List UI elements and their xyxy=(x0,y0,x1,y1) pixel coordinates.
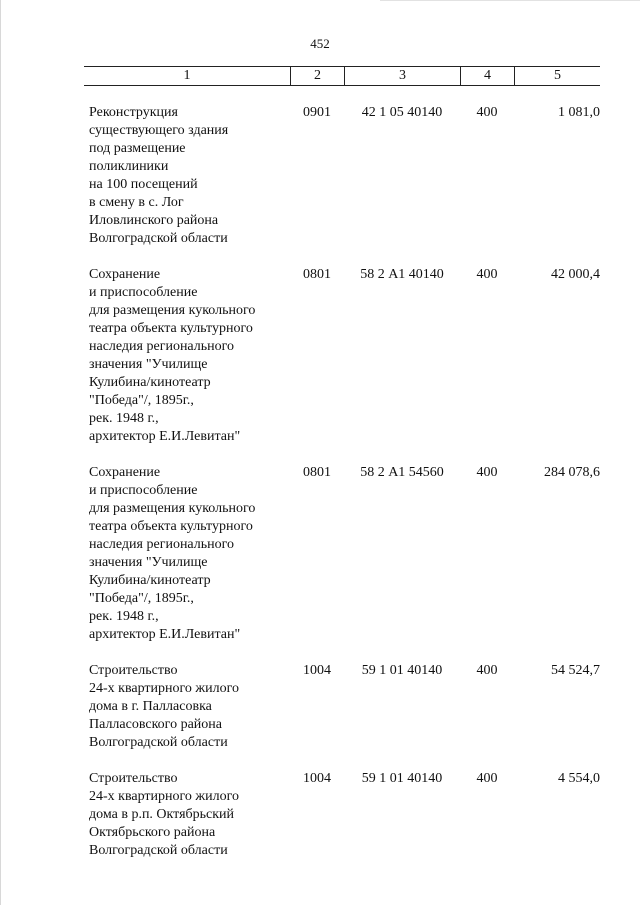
row-amount: 4 554,0 xyxy=(558,771,600,786)
row-section-code: 1004 xyxy=(303,771,331,786)
row-description: Реконструкция существующего здания под размещение поликлиники на 100 посещений в смену в с. Лог Иловлинского района Волгоградской области xyxy=(89,105,229,246)
row-description: Сохранение и приспособление для размещения кукольного театра объекта культурного наследия регионального значения "Училище Кулибина/кинотеатр "Победа"/, 1895г., рек. 1948 г., архитектор Е.И.Левитан" xyxy=(89,465,256,642)
row-amount: 54 524,7 xyxy=(551,663,600,678)
row-description: Строительство 24-х квартирного жилого дома в р.п. Октябрьский Октябрьского района Волгоградской области xyxy=(89,771,239,858)
scan-edge xyxy=(0,0,1,905)
row-target-article: 58 2 А1 54560 xyxy=(360,465,444,480)
table-row xyxy=(84,770,600,860)
row-section-code: 1004 xyxy=(303,663,331,678)
header-col-1: 1 xyxy=(183,68,191,83)
row-target-article: 59 1 01 40140 xyxy=(361,663,443,678)
row-section-code: 0801 xyxy=(303,465,331,480)
row-expense-type: 400 xyxy=(476,267,498,282)
table-row xyxy=(84,104,600,248)
header-col-4: 4 xyxy=(460,67,514,85)
table-row xyxy=(84,464,600,644)
row-target-article: 58 2 А1 40140 xyxy=(360,267,444,282)
row-amount: 42 000,4 xyxy=(551,267,600,282)
row-expense-type: 400 xyxy=(476,105,498,120)
row-section-code: 0801 xyxy=(303,267,331,282)
table-row xyxy=(84,662,600,752)
row-description: Строительство 24-х квартирного жилого дома в г. Палласовка Палласовского района Волгоградской области xyxy=(89,663,239,750)
row-amount: 284 078,6 xyxy=(544,465,600,480)
table-row xyxy=(84,266,600,446)
row-expense-type: 400 xyxy=(476,771,498,786)
header-col-2: 2 xyxy=(290,67,344,85)
header-col-3: 3 xyxy=(344,67,460,85)
row-expense-type: 400 xyxy=(476,663,498,678)
row-section-code: 0901 xyxy=(303,105,331,120)
row-amount: 1 081,0 xyxy=(558,105,600,120)
scan-top-edge xyxy=(380,0,640,1)
page-number: 452 xyxy=(310,36,330,51)
table-body xyxy=(84,104,600,878)
header-col-5: 5 xyxy=(514,67,600,85)
row-description: Сохранение и приспособление для размещения кукольного театра объекта культурного наследия регионального значения "Училище Кулибина/кинотеатр "Победа"/, 1895г., рек. 1948 г., архитектор Е.И.Левитан" xyxy=(89,267,256,444)
row-target-article: 59 1 01 40140 xyxy=(361,771,443,786)
row-target-article: 42 1 05 40140 xyxy=(361,105,443,120)
row-expense-type: 400 xyxy=(476,465,498,480)
table-header-bottom-rule xyxy=(84,85,600,86)
table-header xyxy=(84,67,600,85)
